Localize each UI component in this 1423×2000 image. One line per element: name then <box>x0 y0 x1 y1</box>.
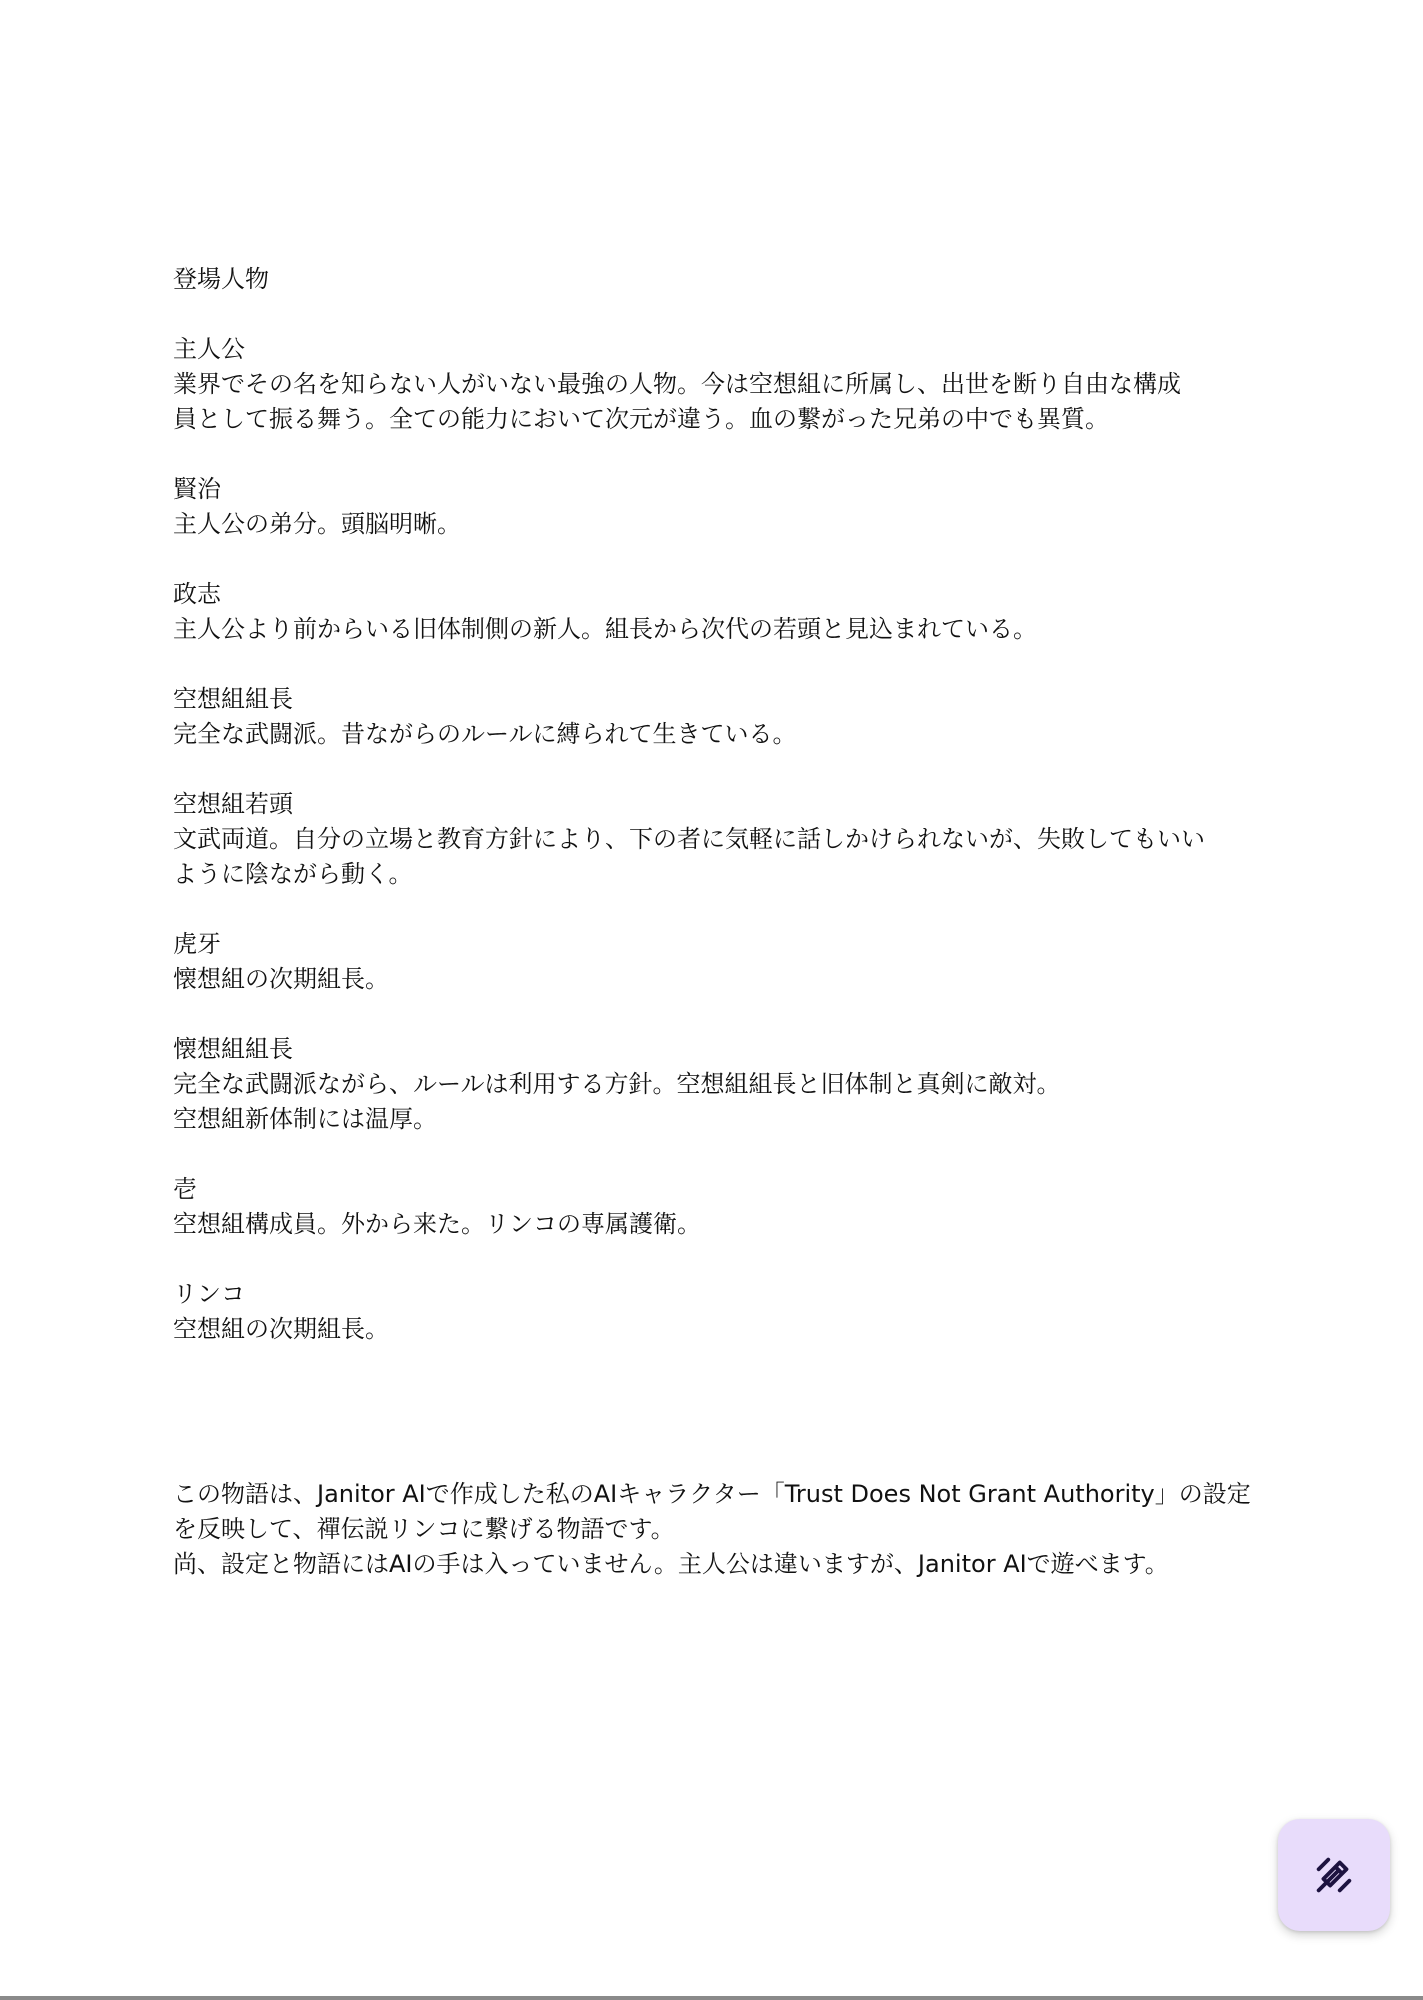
character-description: 員として振る舞う。全ての能力において次元が違う。血の繋がった兄弟の中でも異質。 <box>173 405 1109 433</box>
character-name: 主人公 <box>173 335 245 363</box>
character-entry <box>173 577 1253 647</box>
character-description: 空想組の次期組長。 <box>173 1315 389 1343</box>
character-description: 主人公の弟分。頭脳明晰。 <box>173 510 461 538</box>
character-description: 主人公より前からいる旧体制側の新人。組長から次代の若頭と見込まれている。 <box>173 615 1037 643</box>
character-name: リンコ <box>173 1280 245 1308</box>
character-description: 完全な武闘派ながら、ルールは利用する方針。空想組組長と旧体制と真剣に敵対。 <box>173 1070 1061 1098</box>
note-line: この物語は、Janitor AIで作成した私のAIキャラクター「Trust Does Not Grant Authority」の設定 <box>173 1480 1251 1508</box>
character-name: 懐想組組長 <box>173 1035 293 1063</box>
character-description: 業界でその名を知らない人がいない最強の人物。今は空想組に所属し、出世を断り自由な構成 <box>173 370 1181 398</box>
author-note <box>173 1477 1253 1582</box>
note-line: を反映して、禪伝説リンコに繋げる物語です。 <box>173 1515 675 1543</box>
character-name: 政志 <box>173 580 221 608</box>
character-description: ように陰ながら動く。 <box>173 860 413 888</box>
document-body <box>173 262 1253 1382</box>
character-entry <box>173 1032 1253 1137</box>
character-description: 空想組構成員。外から来た。リンコの専属護衛。 <box>173 1210 701 1238</box>
character-description: 完全な武闘派。昔ながらのルールに縛られて生きている。 <box>173 720 797 748</box>
character-description: 文武両道。自分の立場と教育方針により、下の者に気軽に話しかけられないが、失敗してもいい <box>173 825 1205 853</box>
character-entry <box>173 787 1253 892</box>
edit-pen-icon <box>1311 1852 1357 1898</box>
character-name: 壱 <box>173 1175 197 1203</box>
character-name: 虎牙 <box>173 930 221 958</box>
character-description: 懐想組の次期組長。 <box>173 965 389 993</box>
page-title: 登場人物 <box>173 265 269 293</box>
character-entry <box>173 472 1253 542</box>
edit-button[interactable] <box>1278 1819 1390 1931</box>
note-line: 尚、設定と物語にはAIの手は入っていません。主人公は違いますが、Janitor AIで遊べます。 <box>173 1550 1169 1578</box>
character-entry <box>173 332 1253 437</box>
character-entry <box>173 1172 1253 1242</box>
character-name: 賢治 <box>173 475 221 503</box>
character-description: 空想組新体制には温厚。 <box>173 1105 437 1133</box>
character-name: 空想組若頭 <box>173 790 293 818</box>
character-name: 空想組組長 <box>173 685 293 713</box>
character-entry <box>173 927 1253 997</box>
character-entry <box>173 1277 1253 1347</box>
character-entry <box>173 682 1253 752</box>
bottom-divider <box>0 1996 1423 2000</box>
